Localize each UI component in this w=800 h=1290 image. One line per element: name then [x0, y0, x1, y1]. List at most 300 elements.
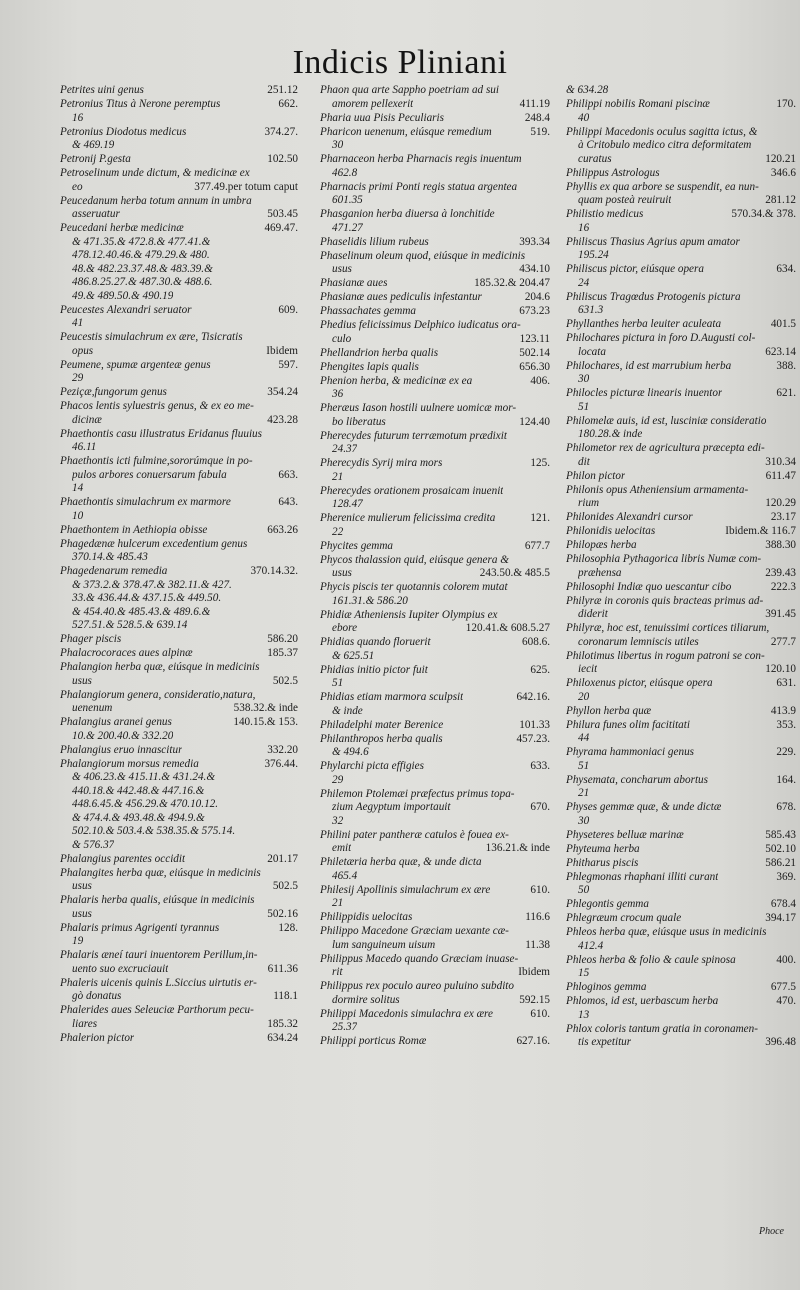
entry-text: Phengites lapis qualis	[320, 360, 419, 373]
index-entry	[320, 512, 550, 539]
index-entry-line	[60, 1018, 298, 1032]
index-entry-line	[60, 908, 298, 922]
entry-text: Petronij P.gesta	[60, 153, 131, 165]
page-reference: 248.4	[524, 111, 550, 124]
page-reference	[544, 443, 550, 457]
index-entry	[566, 843, 796, 857]
entry-text: Philonides Alexandri cursor	[566, 511, 693, 523]
entry-text: Philosophi Indiæ quo uescantur cibo	[566, 580, 732, 593]
index-entry-line	[566, 567, 796, 581]
entry-text: Peucestes Alexandri seruator	[60, 303, 192, 316]
page-reference: 354.24	[267, 386, 298, 398]
entry-text: & 406.23.& 415.11.& 431.24.&	[72, 771, 216, 783]
index-entry	[566, 995, 796, 1022]
index-entry	[320, 554, 550, 581]
index-entry-line	[60, 263, 298, 277]
index-entry	[60, 689, 298, 716]
entry-text: 51	[578, 400, 590, 413]
page-reference	[790, 126, 796, 140]
index-entry	[320, 291, 550, 305]
entry-text: quam posteà reuiruit	[578, 194, 672, 206]
page-reference	[292, 167, 298, 181]
page-reference	[790, 181, 796, 195]
entry-text: Philiscus pictor, eiúsque opera	[566, 263, 704, 275]
index-entry	[320, 277, 550, 291]
page-reference: 634.24	[267, 1031, 298, 1044]
page-reference: 376.44.	[264, 757, 298, 770]
page-reference	[292, 771, 298, 785]
index-entry	[320, 733, 550, 760]
index-column-3	[566, 84, 796, 1050]
page-reference	[790, 650, 796, 664]
page-reference	[292, 263, 298, 277]
entry-text: Philiscus Thasius Agrius apum amator	[566, 235, 740, 248]
entry-text: curatus	[578, 152, 612, 165]
index-entry-line	[320, 347, 550, 361]
entry-text: Phagedenarum remedia	[60, 565, 168, 577]
page-reference: 570.34.& 378.	[731, 208, 796, 220]
entry-text: lum sanguineum uisum	[332, 938, 436, 951]
index-entry-line	[60, 606, 298, 620]
index-entry-line	[320, 153, 550, 167]
index-entry	[60, 647, 298, 661]
index-entry	[566, 525, 796, 539]
index-entry	[320, 485, 550, 512]
index-column-1	[60, 84, 298, 1046]
entry-text: & inde	[332, 704, 363, 717]
index-entry	[60, 222, 298, 303]
index-entry-line	[320, 319, 550, 333]
page-reference	[790, 967, 796, 981]
index-entry	[320, 788, 550, 829]
page-reference: Ibidem.& 116.7	[725, 525, 796, 537]
index-entry-line	[60, 524, 298, 538]
entry-text: 14	[72, 482, 84, 494]
index-entry	[320, 347, 550, 361]
entry-text: asseruatur	[72, 208, 120, 220]
index-entry-line	[320, 498, 550, 512]
page-reference	[544, 388, 550, 402]
entry-text: 29	[332, 773, 344, 786]
page-reference: 677.5	[770, 981, 796, 993]
entry-text: Phycites gemma	[320, 539, 394, 552]
page-reference: 124.40	[519, 415, 550, 428]
entry-text: Pharia uua Pisis Peculiaris	[320, 111, 444, 124]
index-entry-line	[320, 856, 550, 870]
page-reference	[292, 482, 298, 496]
page-reference	[292, 510, 298, 524]
entry-text: Phalangius parentes occidit	[60, 852, 186, 865]
page-reference: 120.10	[765, 663, 796, 675]
index-entry-line	[320, 430, 550, 444]
page-reference	[292, 839, 298, 853]
index-entry	[60, 633, 298, 647]
index-entry	[566, 181, 796, 208]
index-entry-line	[566, 622, 796, 636]
index-entry	[60, 1032, 298, 1046]
index-entry-line	[60, 812, 298, 826]
index-entry-line	[566, 746, 796, 760]
entry-text: Phaselinum oleum quod, eiúsque in medicinis	[320, 249, 526, 262]
page-reference: 634.	[776, 263, 796, 275]
page-reference	[544, 208, 550, 222]
index-entry-line	[60, 400, 298, 414]
index-entry	[60, 167, 298, 194]
page-reference: 369.	[776, 870, 796, 883]
entry-text: 46.11	[72, 441, 97, 453]
index-entry-line	[60, 592, 298, 606]
index-entry-line	[320, 567, 550, 581]
entry-text: 30	[578, 814, 590, 827]
entry-text: Phalerides aues Seleuciæ Parthorum pecu-	[60, 1004, 254, 1016]
index-entry	[320, 112, 550, 126]
page-reference	[544, 250, 550, 264]
index-entry-line	[320, 897, 550, 911]
entry-text: Philura funes olim facititati	[566, 718, 690, 731]
index-entry	[566, 871, 796, 898]
page-reference	[292, 812, 298, 826]
entry-text: 10	[72, 509, 84, 522]
entry-text: iecit	[578, 663, 598, 675]
page-reference	[790, 926, 796, 940]
page-reference: 120.21	[765, 152, 796, 165]
index-entry-line	[320, 291, 550, 305]
page-reference	[544, 650, 550, 664]
page-reference: 434.10	[519, 263, 550, 275]
entry-text: usus	[72, 674, 92, 687]
index-entry-line	[320, 540, 550, 554]
index-entry	[566, 539, 796, 553]
page-reference: 394.17	[765, 912, 796, 924]
index-entry-line	[60, 633, 298, 647]
index-entry-line	[60, 977, 298, 991]
index-entry-line	[60, 290, 298, 304]
page-reference: 396.48	[765, 1036, 796, 1048]
entry-text: diderit	[578, 608, 608, 620]
index-entry	[566, 912, 796, 926]
entry-text: Phaethontis icti fulmine,sororúmque in po-	[60, 455, 253, 467]
index-entry	[566, 332, 796, 359]
index-entry	[60, 455, 298, 496]
entry-text: uenenum	[72, 702, 113, 714]
page-reference: 239.43	[765, 566, 796, 579]
page-reference	[790, 139, 796, 153]
page-reference	[292, 894, 298, 908]
index-entry-line	[320, 250, 550, 264]
entry-text: Philyræ in coronis quis bracteas primus ad-	[566, 594, 764, 607]
index-entry	[566, 622, 796, 649]
index-entry	[60, 977, 298, 1004]
index-entry-line	[566, 801, 796, 815]
index-entry-line	[60, 990, 298, 1004]
index-entry-line	[320, 443, 550, 457]
page-reference: 393.34	[519, 235, 550, 248]
page-reference	[544, 870, 550, 884]
index-entry-line	[60, 372, 298, 386]
index-entry	[60, 524, 298, 538]
index-entry-line	[320, 911, 550, 925]
page-reference	[544, 194, 550, 208]
index-entry-line	[320, 194, 550, 208]
entry-text: Philemon Ptolemæi præfectus primus topa-	[320, 787, 515, 800]
index-entry-line	[566, 884, 796, 898]
entry-text: 24	[578, 276, 590, 289]
index-entry	[320, 457, 550, 484]
index-entry-line	[320, 277, 550, 291]
entry-text: Pharnaceon herba Pharnacis regis inuentum	[320, 153, 522, 165]
index-entry-line	[566, 153, 796, 167]
index-entry-line	[320, 774, 550, 788]
page-reference	[292, 551, 298, 565]
page-reference	[544, 181, 550, 195]
entry-text: 30	[332, 139, 344, 151]
index-entry-line	[60, 496, 298, 510]
entry-text: Phyteuma herba	[566, 842, 640, 855]
entry-text: Phylarchi picta effigies	[320, 760, 424, 772]
entry-text: & 474.4.& 493.48.& 494.9.&	[72, 811, 205, 824]
page-reference	[544, 925, 550, 939]
index-entry-line	[566, 539, 796, 553]
entry-text: Pherenice mulierum felicissima credita	[320, 512, 496, 524]
index-entry	[566, 954, 796, 981]
index-entry	[320, 980, 550, 1007]
page-reference: 388.	[776, 359, 796, 372]
index-entry-line	[60, 798, 298, 812]
page-reference	[790, 249, 796, 263]
page-reference: 121.	[530, 512, 550, 524]
index-entry-line	[566, 677, 796, 691]
entry-text: Phalangiorum genera, consideratio,natura,	[60, 688, 256, 701]
page-reference: 423.28	[267, 413, 298, 426]
index-entry-line	[566, 732, 796, 746]
entry-text: Phaselidis lilium rubeus	[320, 235, 429, 248]
page-reference: 370.14.32.	[250, 565, 298, 577]
index-entry	[320, 540, 550, 554]
index-entry	[566, 387, 796, 414]
index-entry-line	[566, 843, 796, 857]
entry-text: 15	[578, 967, 590, 979]
page-reference: 281.12	[765, 194, 796, 206]
entry-text: Philippus rex poculo aureo puluino subdito	[320, 980, 515, 992]
index-entry-line	[60, 922, 298, 936]
index-entry-line	[566, 428, 796, 442]
page-reference: 611.47	[765, 469, 796, 482]
entry-text: 370.14.& 485.43	[72, 551, 148, 563]
index-entry-line	[60, 195, 298, 209]
index-entry	[566, 553, 796, 580]
page-reference: 353.	[776, 718, 796, 731]
index-entry	[566, 898, 796, 912]
index-entry-line	[566, 318, 796, 332]
entry-text: Philanthropos herba qualis	[320, 732, 443, 745]
page-reference	[544, 430, 550, 444]
entry-text: Phlox coloris tantum gratia in coronamen-	[566, 1022, 758, 1035]
entry-text: 44	[578, 732, 590, 744]
index-entry-line	[320, 994, 550, 1008]
index-entry-line	[60, 935, 298, 949]
index-entry-line	[60, 482, 298, 496]
entry-text: Philocles picturæ linearis inuentor	[566, 387, 723, 399]
page-reference	[292, 606, 298, 620]
page-reference	[790, 277, 796, 291]
page-reference: 663.	[278, 468, 298, 481]
index-entry-line	[320, 636, 550, 650]
index-entry	[320, 236, 550, 250]
entry-text: Philistio medicus	[566, 208, 644, 220]
entry-text: 486.8.25.27.& 487.30.& 488.6.	[72, 276, 213, 288]
page-reference: 502.16	[267, 907, 298, 920]
page-reference: 608.6.	[522, 636, 550, 648]
entry-text: 601.35	[332, 194, 363, 206]
entry-text: amorem pellexerit	[332, 97, 414, 110]
index-entry	[566, 719, 796, 746]
entry-text: Phalangius eruo innascitur	[60, 743, 183, 756]
index-entry-line	[566, 304, 796, 318]
page-reference: 610.	[530, 1007, 550, 1020]
entry-text: Philosophia Pythagorica libris Numæ com-	[566, 553, 762, 565]
entry-text: 128.47	[332, 498, 363, 510]
index-entry-line	[566, 581, 796, 595]
index-entry-line	[566, 415, 796, 429]
index-entry-line	[566, 456, 796, 470]
index-entry-line	[320, 677, 550, 691]
entry-text: dicinæ	[72, 413, 102, 426]
index-entry-line	[566, 167, 796, 181]
index-entry	[60, 153, 298, 167]
page-reference: 502.14	[519, 346, 550, 359]
entry-text: Phidiæ Atheniensis Iupiter Olympius ex	[320, 608, 498, 621]
page-reference: 592.15	[519, 993, 550, 1006]
page-reference: 642.16.	[516, 691, 550, 703]
index-entry	[60, 867, 298, 894]
index-entry	[320, 402, 550, 429]
page-reference: 388.30	[765, 539, 796, 551]
entry-text: Peumene, spumæ argenteæ genus	[60, 358, 211, 371]
page-reference: 123.11	[519, 332, 550, 345]
page-reference	[544, 609, 550, 623]
page-reference: 585.43	[765, 828, 796, 841]
index-entry	[566, 360, 796, 387]
entry-text: 40	[578, 111, 590, 124]
entry-text: Phloginos gemma	[566, 981, 647, 993]
entry-text: Philesij Apollinis simulachrum ex ære	[320, 883, 491, 896]
entry-text: Phalaris primus Agrigenti tyrannus	[60, 921, 220, 934]
entry-text: Philippo Macedone Græciam uexante cæ-	[320, 925, 509, 937]
index-entry-line	[60, 565, 298, 579]
index-entry-line	[566, 126, 796, 140]
index-entry-line	[60, 469, 298, 483]
index-entry-line	[60, 112, 298, 126]
page-reference	[292, 400, 298, 414]
index-entry-line	[60, 661, 298, 675]
index-entry-line	[566, 236, 796, 250]
page-reference	[292, 977, 298, 991]
entry-text: 36	[332, 388, 344, 400]
entry-text: Physeteres belluæ marinæ	[566, 828, 684, 841]
entry-text: 462.8	[332, 166, 358, 179]
page-reference: 662.	[278, 98, 298, 110]
page-reference: 677.7	[524, 539, 550, 552]
entry-text: uento suo excruciauit	[72, 962, 169, 975]
page-reference	[544, 829, 550, 843]
page-reference	[790, 236, 796, 250]
entry-text: Philippidis uelocitas	[320, 911, 413, 923]
index-entry-line	[60, 744, 298, 758]
index-entry	[60, 565, 298, 633]
index-entry-line	[320, 595, 550, 609]
index-entry-line	[566, 981, 796, 995]
page-reference: 116.6	[525, 911, 550, 923]
page-reference: 627.16.	[516, 1035, 550, 1047]
index-entry-line	[320, 554, 550, 568]
entry-text: Phaethontis simulachrum ex marmore	[60, 496, 231, 508]
page-reference: 470.	[776, 995, 796, 1007]
index-entry-line	[566, 222, 796, 236]
index-entry-line	[60, 1032, 298, 1046]
page-reference	[292, 935, 298, 949]
index-entry-line	[60, 894, 298, 908]
page-reference	[544, 595, 550, 609]
page-reference: 136.21.& inde	[485, 842, 550, 854]
entry-text: 19	[72, 935, 84, 947]
index-entry	[320, 375, 550, 402]
page-reference: 413.9	[770, 704, 796, 717]
index-entry	[60, 661, 298, 688]
entry-text: & 576.37	[72, 838, 115, 851]
entry-text: Petronius Titus à Nerone peremptus	[60, 98, 221, 110]
entry-text: Phyllanthes herba leuiter aculeata	[566, 318, 722, 330]
page-reference	[790, 401, 796, 415]
index-entry-line	[60, 963, 298, 977]
entry-text: pulos arbores conuersarum fabula	[72, 468, 227, 481]
index-entry-line	[320, 581, 550, 595]
index-entry-line	[320, 966, 550, 980]
page-reference	[544, 856, 550, 870]
index-entry-line	[320, 167, 550, 181]
entry-text: Phagedænæ hulcerum excedentium genus	[60, 537, 248, 550]
entry-text: Physemata, concharum abortus	[566, 773, 709, 786]
page-reference	[790, 553, 796, 567]
index-entry-line	[60, 428, 298, 442]
page-reference: 201.17	[267, 852, 298, 865]
index-entry-line	[320, 512, 550, 526]
index-entry-line	[60, 222, 298, 236]
entry-text: Pheræus Iason hostili uulnere uomicæ mor-	[320, 402, 517, 414]
entry-text: Philopæs herba	[566, 539, 637, 551]
index-entry-line	[566, 387, 796, 401]
entry-text: 471.27	[332, 221, 363, 234]
index-entry-line	[60, 675, 298, 689]
index-entry	[566, 415, 796, 442]
index-entry-line	[566, 525, 796, 539]
entry-text: Peucedanum herba totum annum in umbra	[60, 194, 252, 207]
index-entry	[60, 400, 298, 427]
page-reference	[790, 760, 796, 774]
page-reference: 185.37	[267, 647, 298, 659]
page-reference	[292, 428, 298, 442]
page-reference	[790, 595, 796, 609]
page-reference: 120.29	[765, 497, 796, 509]
page-reference: 277.7	[770, 635, 796, 648]
page-reference	[544, 953, 550, 967]
index-entry	[566, 470, 796, 484]
index-entry	[320, 953, 550, 980]
index-entry-line	[566, 912, 796, 926]
entry-text: Philyræ, hoc est, tenuissimi cortices tiliarum,	[566, 622, 770, 634]
entry-text: usus	[72, 880, 92, 892]
index-entry	[60, 84, 298, 98]
entry-text: Phyllon herba quæ	[566, 704, 652, 717]
